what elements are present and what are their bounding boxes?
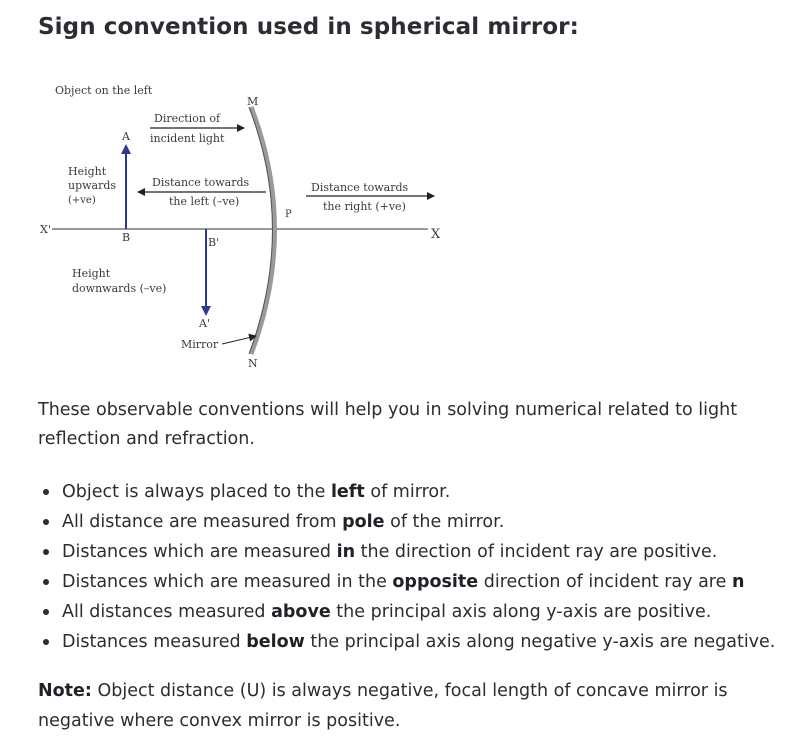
label-n: N <box>248 357 258 370</box>
intro-paragraph: These observable conventions will help you in solving numerical related to light reflection and refraction. <box>38 400 738 449</box>
height-up-label-3: (+ve) <box>68 195 96 206</box>
mirror-arc <box>251 107 275 354</box>
height-down-label-1: Height <box>72 267 111 280</box>
object-on-left-label: Object on the left <box>55 84 153 97</box>
distance-right-label-1: Distance towards <box>311 181 409 194</box>
label-x-left: X' <box>40 223 51 236</box>
label-b-prime: B' <box>208 236 220 249</box>
label-b: B <box>122 231 131 244</box>
direction-label-2: incident light <box>150 132 225 145</box>
note-text: Object distance (U) is always negative, focal length of concave mirror is negative where convex mirror is positive. <box>38 681 728 731</box>
distance-left-label-2: the left (–ve) <box>169 195 240 208</box>
list-item: All distances measured above the principal axis along y-axis are positive. <box>38 597 798 627</box>
label-m: M <box>247 95 259 108</box>
label-a-prime: A' <box>199 317 210 330</box>
height-down-label-2: downwards (–ve) <box>72 282 167 295</box>
list-item: All distance are measured from pole of the mirror. <box>38 507 798 537</box>
page-title: Sign convention used in spherical mirror: <box>38 14 579 40</box>
note-label: Note: <box>38 681 92 701</box>
note-paragraph <box>38 676 788 736</box>
list-item: Distances which are measured in the direction of incident ray are positive. <box>38 537 798 567</box>
list-item: Object is always placed to the left of mirror. <box>38 477 798 507</box>
list-item: Distances measured below the principal axis along negative y-axis are negative. <box>38 627 798 657</box>
direction-label-1: Direction of <box>154 112 221 125</box>
mirror-arc-edge <box>249 107 273 354</box>
label-a: A <box>122 130 130 143</box>
sign-convention-diagram <box>30 74 450 374</box>
mirror-pointer-arrow <box>222 336 256 344</box>
distance-right-label-2: the right (+ve) <box>323 200 406 213</box>
label-p: P <box>285 209 292 220</box>
rules-list <box>38 477 798 657</box>
mirror-label: Mirror <box>181 338 219 351</box>
label-x-right: X <box>431 227 441 242</box>
height-up-label-2: upwards <box>68 179 117 192</box>
list-item: Distances which are measured in the opposite direction of incident ray are n <box>38 567 798 597</box>
distance-left-label-1: Distance towards <box>152 176 250 189</box>
height-up-label-1: Height <box>68 165 107 178</box>
